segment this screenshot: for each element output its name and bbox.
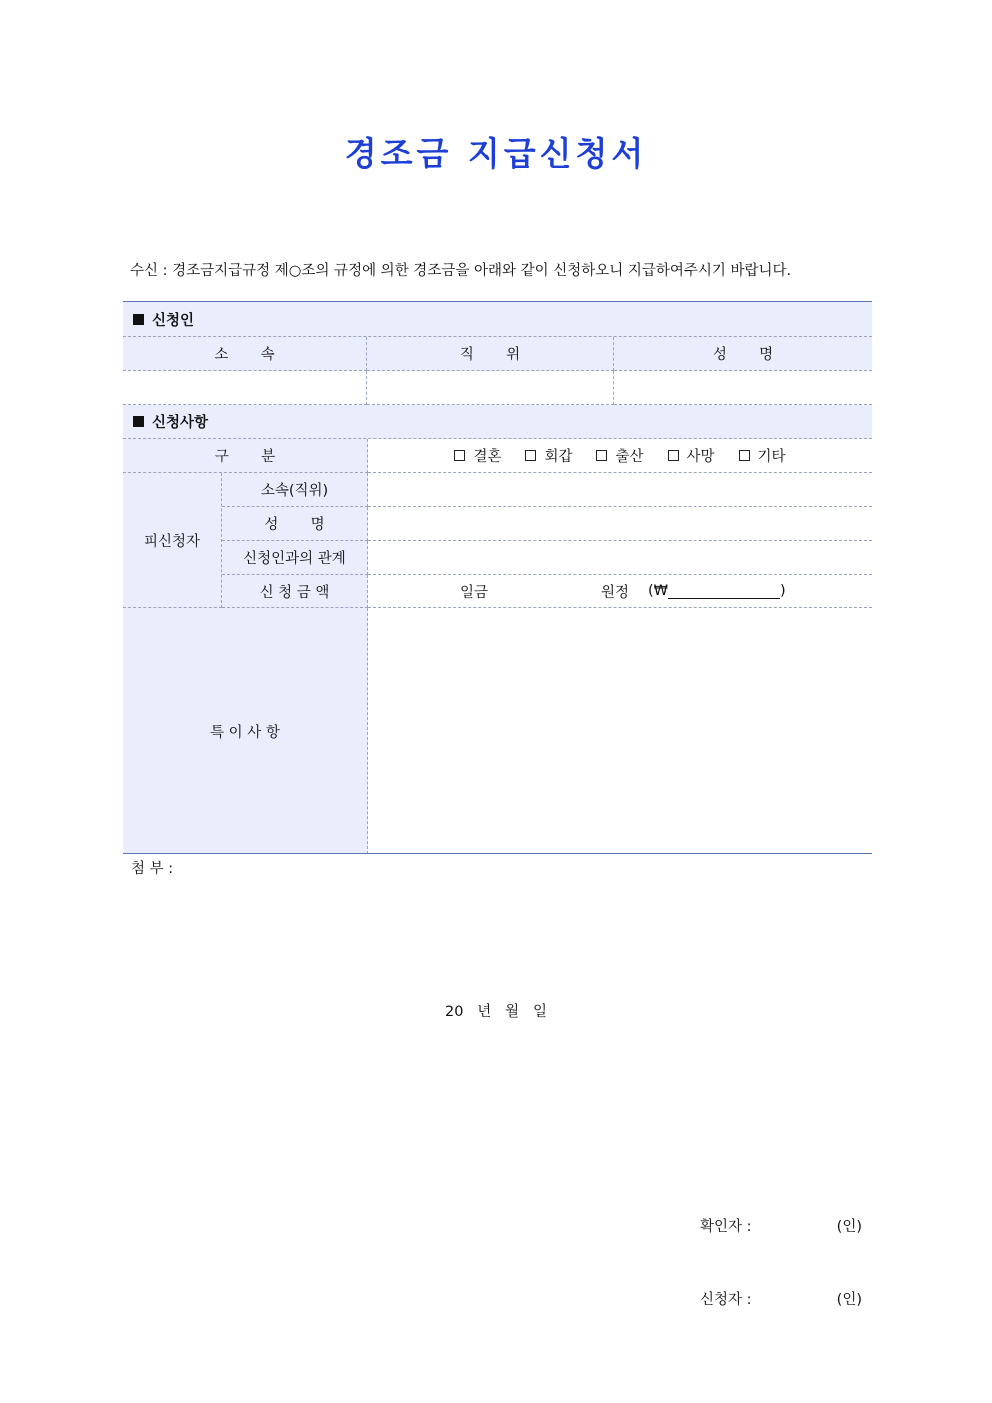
applicant-signature xyxy=(700,1288,870,1309)
beneficiary-affiliation-row xyxy=(123,473,872,507)
category-options xyxy=(368,439,872,473)
beneficiary-affiliation-label: 소속(직위) xyxy=(222,473,368,507)
applicant-seal: (인) xyxy=(836,1292,862,1308)
square-bullet-icon xyxy=(133,416,144,427)
date-line: 20 년 월 일 xyxy=(445,1004,547,1020)
beneficiary-relation-label: 신청인과의 관계 xyxy=(222,541,368,575)
position-field[interactable] xyxy=(367,371,614,405)
beneficiary-relation-row xyxy=(123,541,872,575)
option-sixtieth-birthday[interactable]: 회갑 xyxy=(525,445,572,466)
confirmer-label: 확인자 : xyxy=(700,1219,752,1235)
checkbox-icon[interactable] xyxy=(525,450,536,461)
position-header: 직 위 xyxy=(367,337,614,371)
won-close: ) xyxy=(780,583,786,599)
remarks-row xyxy=(123,608,872,854)
checkbox-icon[interactable] xyxy=(668,450,679,461)
affiliation-header: 소 속 xyxy=(123,337,367,371)
amount-blank-line[interactable] xyxy=(668,584,780,599)
affiliation-field[interactable] xyxy=(123,371,367,405)
category-label: 구 분 xyxy=(123,439,368,473)
remarks-field[interactable] xyxy=(368,608,872,854)
square-bullet-icon xyxy=(133,314,144,325)
amount-field[interactable] xyxy=(368,575,872,608)
applicant-sign-label: 신청자 : xyxy=(700,1292,752,1308)
form-bottom-border xyxy=(123,853,872,854)
document-title: 경조금 지급신청서 xyxy=(344,134,648,173)
beneficiary-name-field[interactable] xyxy=(368,507,872,541)
won-open: (₩ xyxy=(648,583,668,599)
attachment-label: 첨 부 : xyxy=(131,861,174,877)
request-section-header xyxy=(123,405,872,439)
amount-prefix: 일금 xyxy=(460,584,489,601)
beneficiary-name-row xyxy=(123,507,872,541)
applicant-header-row xyxy=(123,337,872,371)
amount-label: 신 청 금 액 xyxy=(222,575,368,608)
checkbox-icon[interactable] xyxy=(739,450,750,461)
remarks-label: 특 이 사 항 xyxy=(123,608,368,854)
option-marriage[interactable]: 결혼 xyxy=(454,445,501,466)
application-form xyxy=(123,301,872,741)
name-header: 성 명 xyxy=(614,337,872,371)
name-field[interactable] xyxy=(614,371,872,405)
applicant-section-header xyxy=(123,302,872,337)
checkbox-icon[interactable] xyxy=(454,450,465,461)
applicant-value-row xyxy=(123,371,872,405)
option-other[interactable]: 기타 xyxy=(739,445,786,466)
category-row xyxy=(123,439,872,473)
confirmer-signature xyxy=(700,1215,870,1236)
amount-row xyxy=(123,575,872,608)
request-section-label: 신청사항 xyxy=(152,415,209,431)
beneficiary-name-label: 성 명 xyxy=(222,507,368,541)
applicant-section-label: 신청인 xyxy=(152,312,195,329)
option-childbirth[interactable]: 출산 xyxy=(596,445,643,466)
beneficiary-relation-field[interactable] xyxy=(368,541,872,575)
option-death[interactable]: 사망 xyxy=(668,445,715,466)
beneficiary-affiliation-field[interactable] xyxy=(368,473,872,507)
checkbox-icon[interactable] xyxy=(596,450,607,461)
confirmer-seal: (인) xyxy=(836,1219,862,1235)
beneficiary-label: 피신청자 xyxy=(123,473,222,608)
notice-text: 수신 : 경조금지급규정 제○조의 규정에 의한 경조금을 아래와 같이 신청하오니 지급하여주시기 바랍니다. xyxy=(130,263,792,279)
amount-suffix: 원정 xyxy=(601,584,630,601)
